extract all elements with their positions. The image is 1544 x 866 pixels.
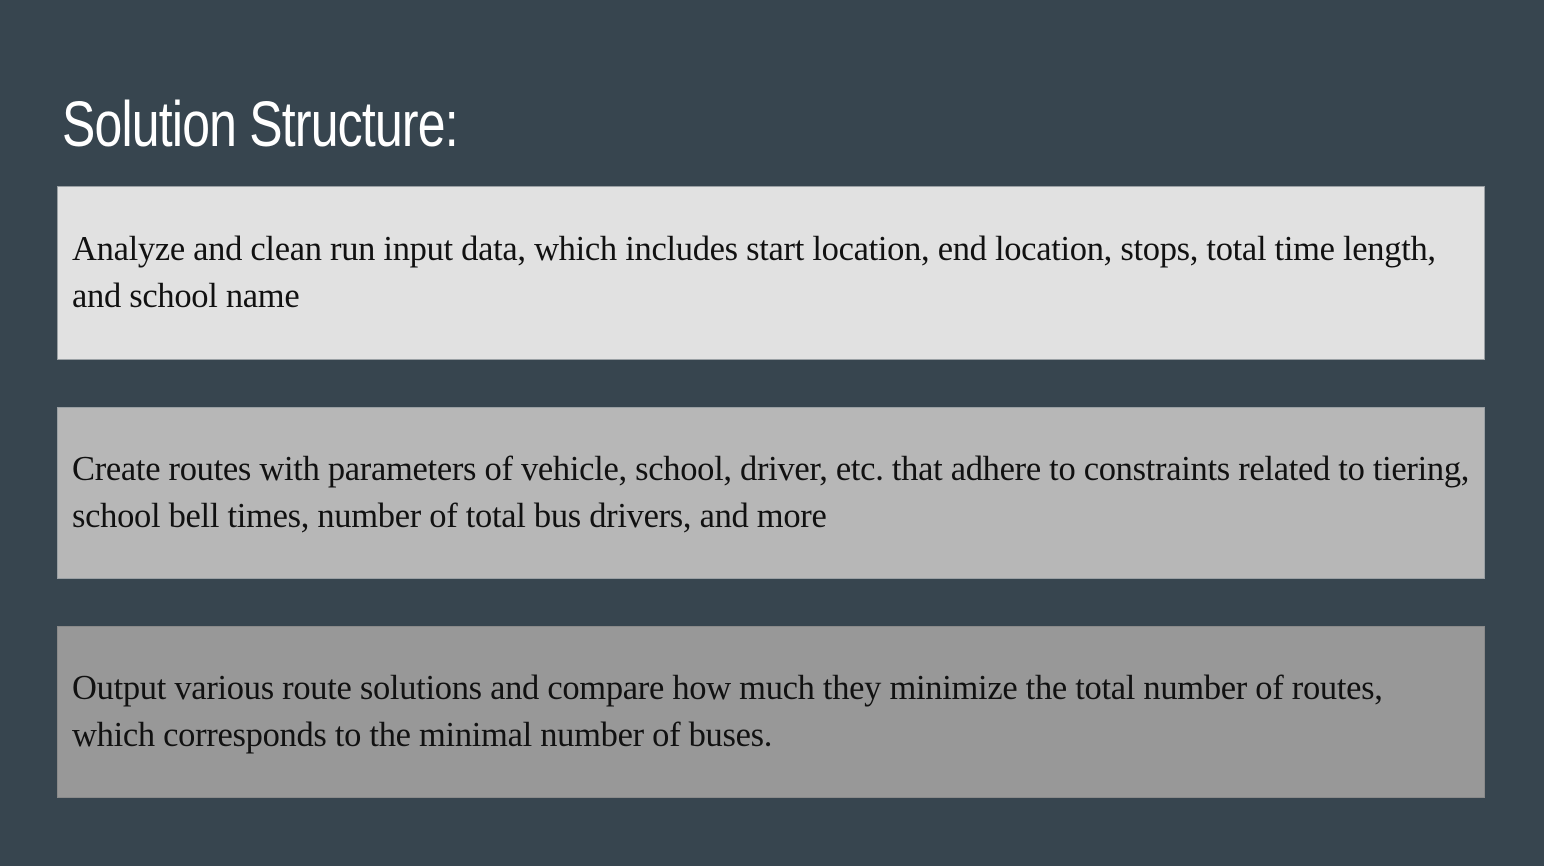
step-text-create-routes: Create routes with parameters of vehicle, school, driver, etc. that adhere to constraints related to tiering, school bell times, number of total bus drivers, and more (72, 450, 1470, 535)
step-box-create-routes (57, 407, 1485, 579)
step-box-analyze (57, 186, 1485, 360)
slide-title: Solution Structure: (62, 88, 458, 160)
step-box-output (57, 626, 1485, 798)
step-text-output: Output various route solutions and compare how much they minimize the total number of routes, which corresponds to the minimal number of buses. (72, 669, 1383, 754)
step-text-analyze: Analyze and clean run input data, which includes start location, end location, stops, total time length, and school name (72, 230, 1436, 315)
